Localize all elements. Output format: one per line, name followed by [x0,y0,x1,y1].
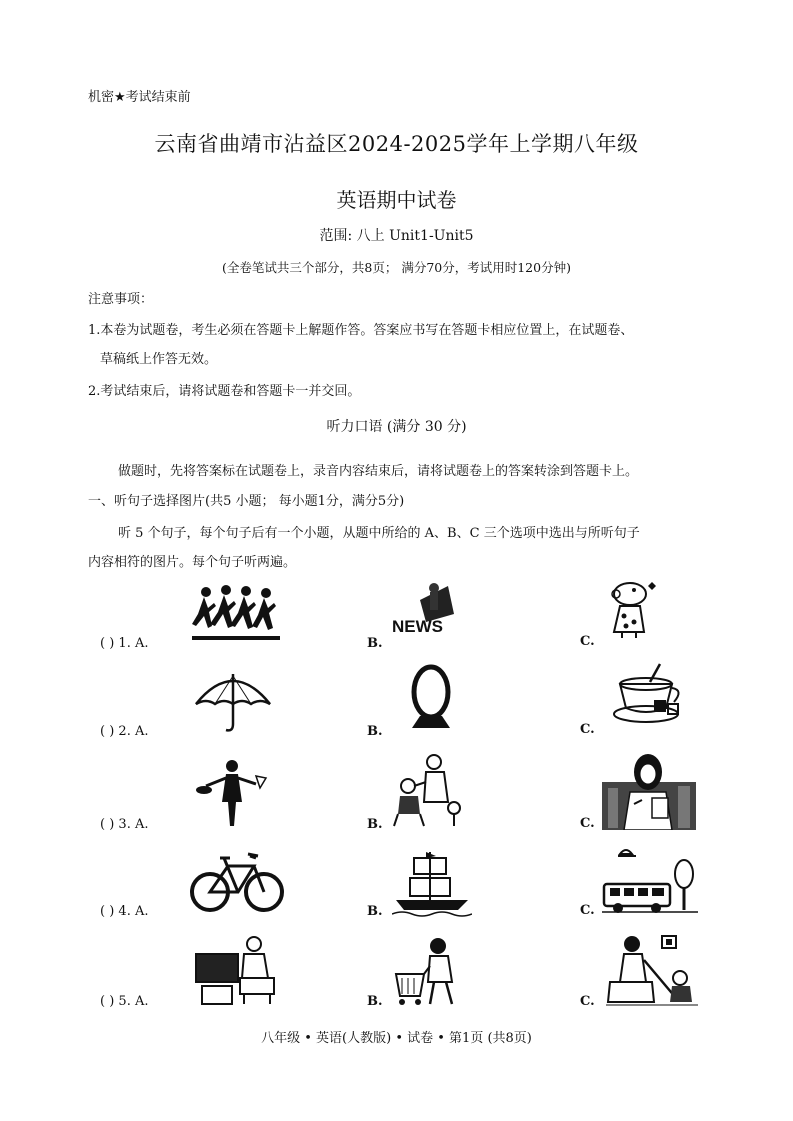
section-title: 听力口语 (满分 30 分) [326,419,467,435]
bus-icon [602,846,698,916]
magician-icon [196,756,272,828]
answer-blank[interactable]: ( ) [100,994,115,1009]
exam-title: 云南省曲靖市沾益区2024-2025学年上学期八年级 [154,132,639,156]
tv-watching-icon [194,934,276,1006]
option-c-label: C. [580,994,595,1009]
exam-subtitle: 英语期中试卷 [336,188,457,212]
teacup-icon [610,658,686,726]
option-b-label: B. [367,636,383,651]
exam-scope: 范围: 八上 Unit1-Unit5 [319,228,474,244]
notice-item-1: 1.本卷为试题卷，考生必须在答题卡上解题作答。答案应书写在答题卡相应位置上，在试题卷、 [88,323,634,338]
answer-blank[interactable]: ( ) [100,724,115,739]
answer-blank[interactable]: ( ) [100,636,115,651]
question-3-label: ( ) 3. A. [100,817,149,832]
dentist-icon [388,752,466,828]
bicycle-icon [190,848,284,914]
runners-icon [188,584,284,644]
svg-text:NEWS: NEWS [392,617,443,636]
peppa-pig-icon [602,578,662,640]
notice-item-2: 2.考试结束后，请将试题卷和答题卡一并交回。 [88,384,361,399]
question-2-label: ( ) 2. A. [100,724,149,739]
question-1-label: ( ) 1. A. [100,636,149,651]
shopping-cart-icon [394,934,464,1008]
news-icon [390,580,462,636]
option-b-label: B. [367,817,383,832]
option-c-label: C. [580,722,595,737]
option-b-label: B. [367,904,383,919]
section-instruction: 做题时，先将答案标在试题卷上，录音内容结束后，请将试题卷上的答案转涂到答题卡上。 [118,464,639,479]
reporter-icon [602,752,696,830]
option-b-label: B. [367,994,383,1009]
part1-description-cont: 内容相符的图片。每个句子听两遍。 [88,555,297,570]
confidential-label: 机密★考试结束前 [88,90,191,105]
notice-item-1-cont: 草稿纸上作答无效。 [100,352,218,367]
answer-blank[interactable]: ( ) [100,817,115,832]
part1-description: 听 5 个句子，每个句子后有一个小题，从题中所给的 A、B、C 三个选项中选出与所听句子 [118,526,640,541]
mirror-icon [406,664,456,732]
sailboat-icon [392,848,472,918]
part1-title: 一、听句子选择图片(共5 小题； 每小题1分，满分5分) [88,494,405,509]
option-b-label: B. [367,724,383,739]
exam-meta: (全卷笔试共三个部分，共8页； 满分70分，考试用时120分钟) [222,260,571,275]
question-4-label: ( ) 4. A. [100,904,149,919]
cleaning-icon [606,932,698,1008]
notice-heading: 注意事项： [88,292,154,307]
umbrella-icon [192,668,274,734]
question-5-label: ( ) 5. A. [100,994,149,1009]
page-footer: 八年级 • 英语(人教版) • 试卷 • 第1页 (共8页) [261,1031,532,1046]
option-c-label: C. [580,816,595,831]
option-c-label: C. [580,903,595,918]
answer-blank[interactable]: ( ) [100,904,115,919]
option-c-label: C. [580,634,595,649]
